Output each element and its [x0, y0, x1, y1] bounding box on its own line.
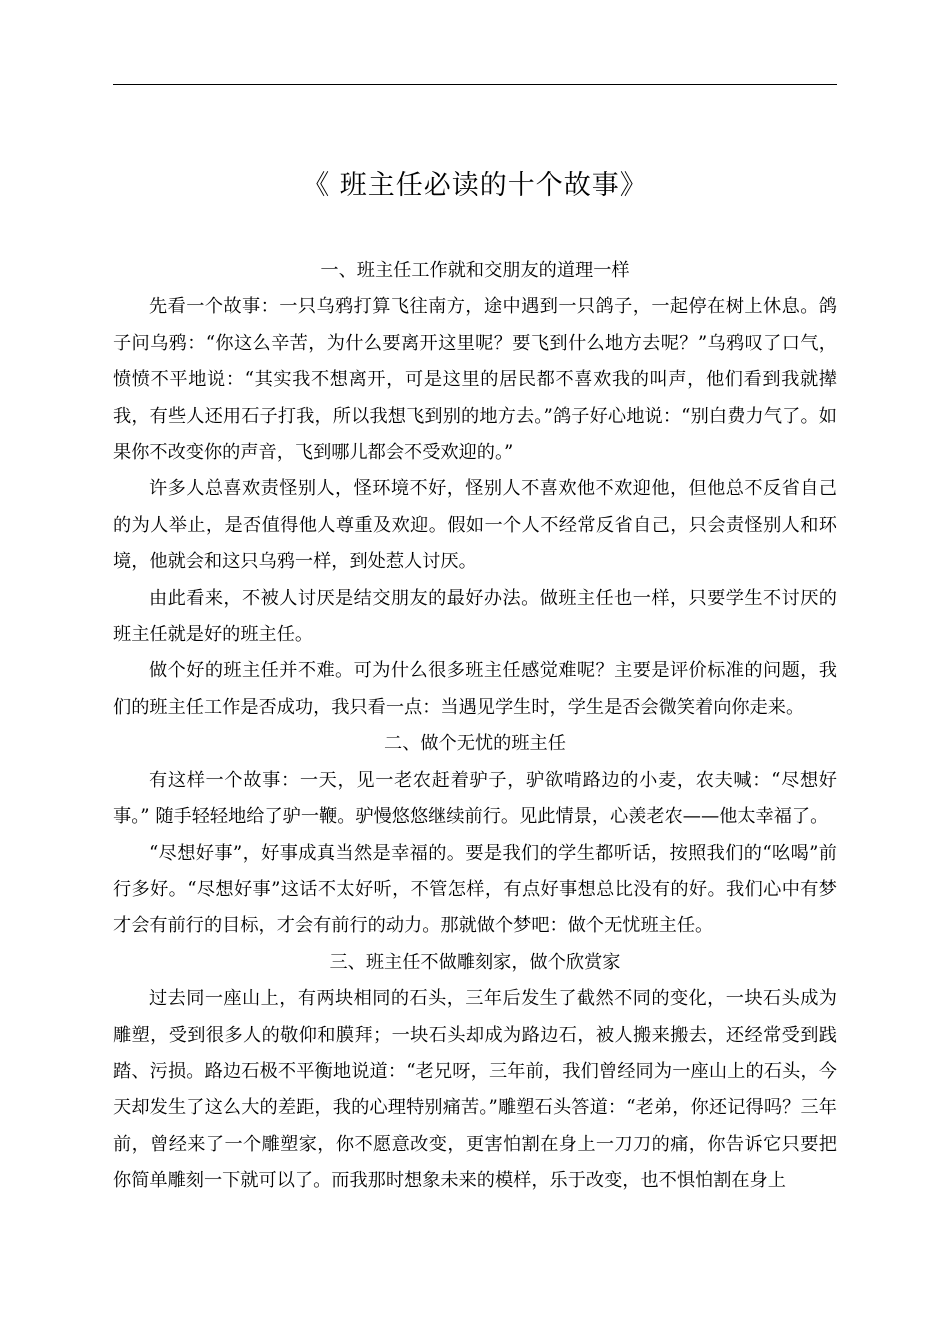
- paragraph: 过去同一座山上，有两块相同的石头，三年后发生了截然不同的变化，一块石头成为雕塑，受到很多人的敬仰和膜拜；一块石头却成为路边石，被人搬来搬去，还经常受到践踏、污损。路边石极不平衡地说道：“老兄呀，三年前，我们曾经同为一座山上的石头，今天却发生了这么大的差距，我的心理特别痛苦。”雕塑石头答道：“老弟，你还记得吗？三年前，曾经来了一个雕塑家，你不愿意改变，更害怕割在身上一刀刀的痛，你告诉它只要把你简单雕刻一下就可以了。而我那时想象未来的模样，乐于改变，也不惧怕割在身上: [113, 988, 837, 1192]
- paragraph: 有这样一个故事：一天，见一老农赶着驴子，驴欲啃路边的小麦，农夫喊：“尽想好事。” 随手轻轻地给了驴一鞭。驴慢悠悠继续前行。见此情景，心羡老农——他太幸福了。: [113, 769, 837, 828]
- paragraph: 许多人总喜欢责怪别人，怪环境不好，怪别人不喜欢他不欢迎他，但他总不反省自己的为人举止，是否值得他人尊重及欢迎。假如一个人不经常反省自己，只会责怪别人和环境，他就会和这只乌鸦一样，到处惹人讨厌。: [113, 478, 837, 573]
- paragraph: 先看一个故事：一只乌鸦打算飞往南方，途中遇到一只鸽子，一起停在树上休息。鸽子问乌鸦：“你这么辛苦，为什么要离开这里呢？要飞到什么地方去呢？”乌鸦叹了口气，愤愤不平地说：“其实我不想离开，可是这里的居民都不喜欢我的叫声，他们看到我就撵我，有些人还用石子打我，所以我想飞到别的地方去。”鸽子好心地说：“别白费力气了。如果你不改变你的声音，飞到哪儿都会不受欢迎的。”: [113, 296, 837, 464]
- paragraph: 由此看来，不被人讨厌是结交朋友的最好办法。做班主任也一样，只要学生不讨厌的班主任就是好的班主任。: [113, 587, 837, 646]
- header-rule: [113, 84, 837, 85]
- document-title: 《 班主任必读的十个故事》: [302, 170, 648, 201]
- section-heading-1: 一、班主任工作就和交朋友的道理一样: [320, 260, 630, 281]
- section-heading-2: 二、做个无忧的班主任: [384, 733, 566, 755]
- paragraph: 做个好的班主任并不难。可为什么很多班主任感觉难呢？主要是评价标准的问题，我们的班主任工作是否成功，我只看一点：当遇见学生时，学生是否会微笑着向你走来。: [113, 660, 837, 718]
- section-heading-3: 三、班主任不做雕刻家，做个欣赏家: [329, 951, 621, 973]
- document-body: [113, 253, 837, 1200]
- paragraph: “尽想好事”，好事成真当然是幸福的。要是我们的学生都听话，按照我们的“吆喝”前行多好。“尽想好事”这话不太好听，不管怎样，有点好事想总比没有的好。我们心中有梦才会有前行的目标，才会有前行的动力。那就做个梦吧：做个无忧班主任。: [113, 842, 837, 937]
